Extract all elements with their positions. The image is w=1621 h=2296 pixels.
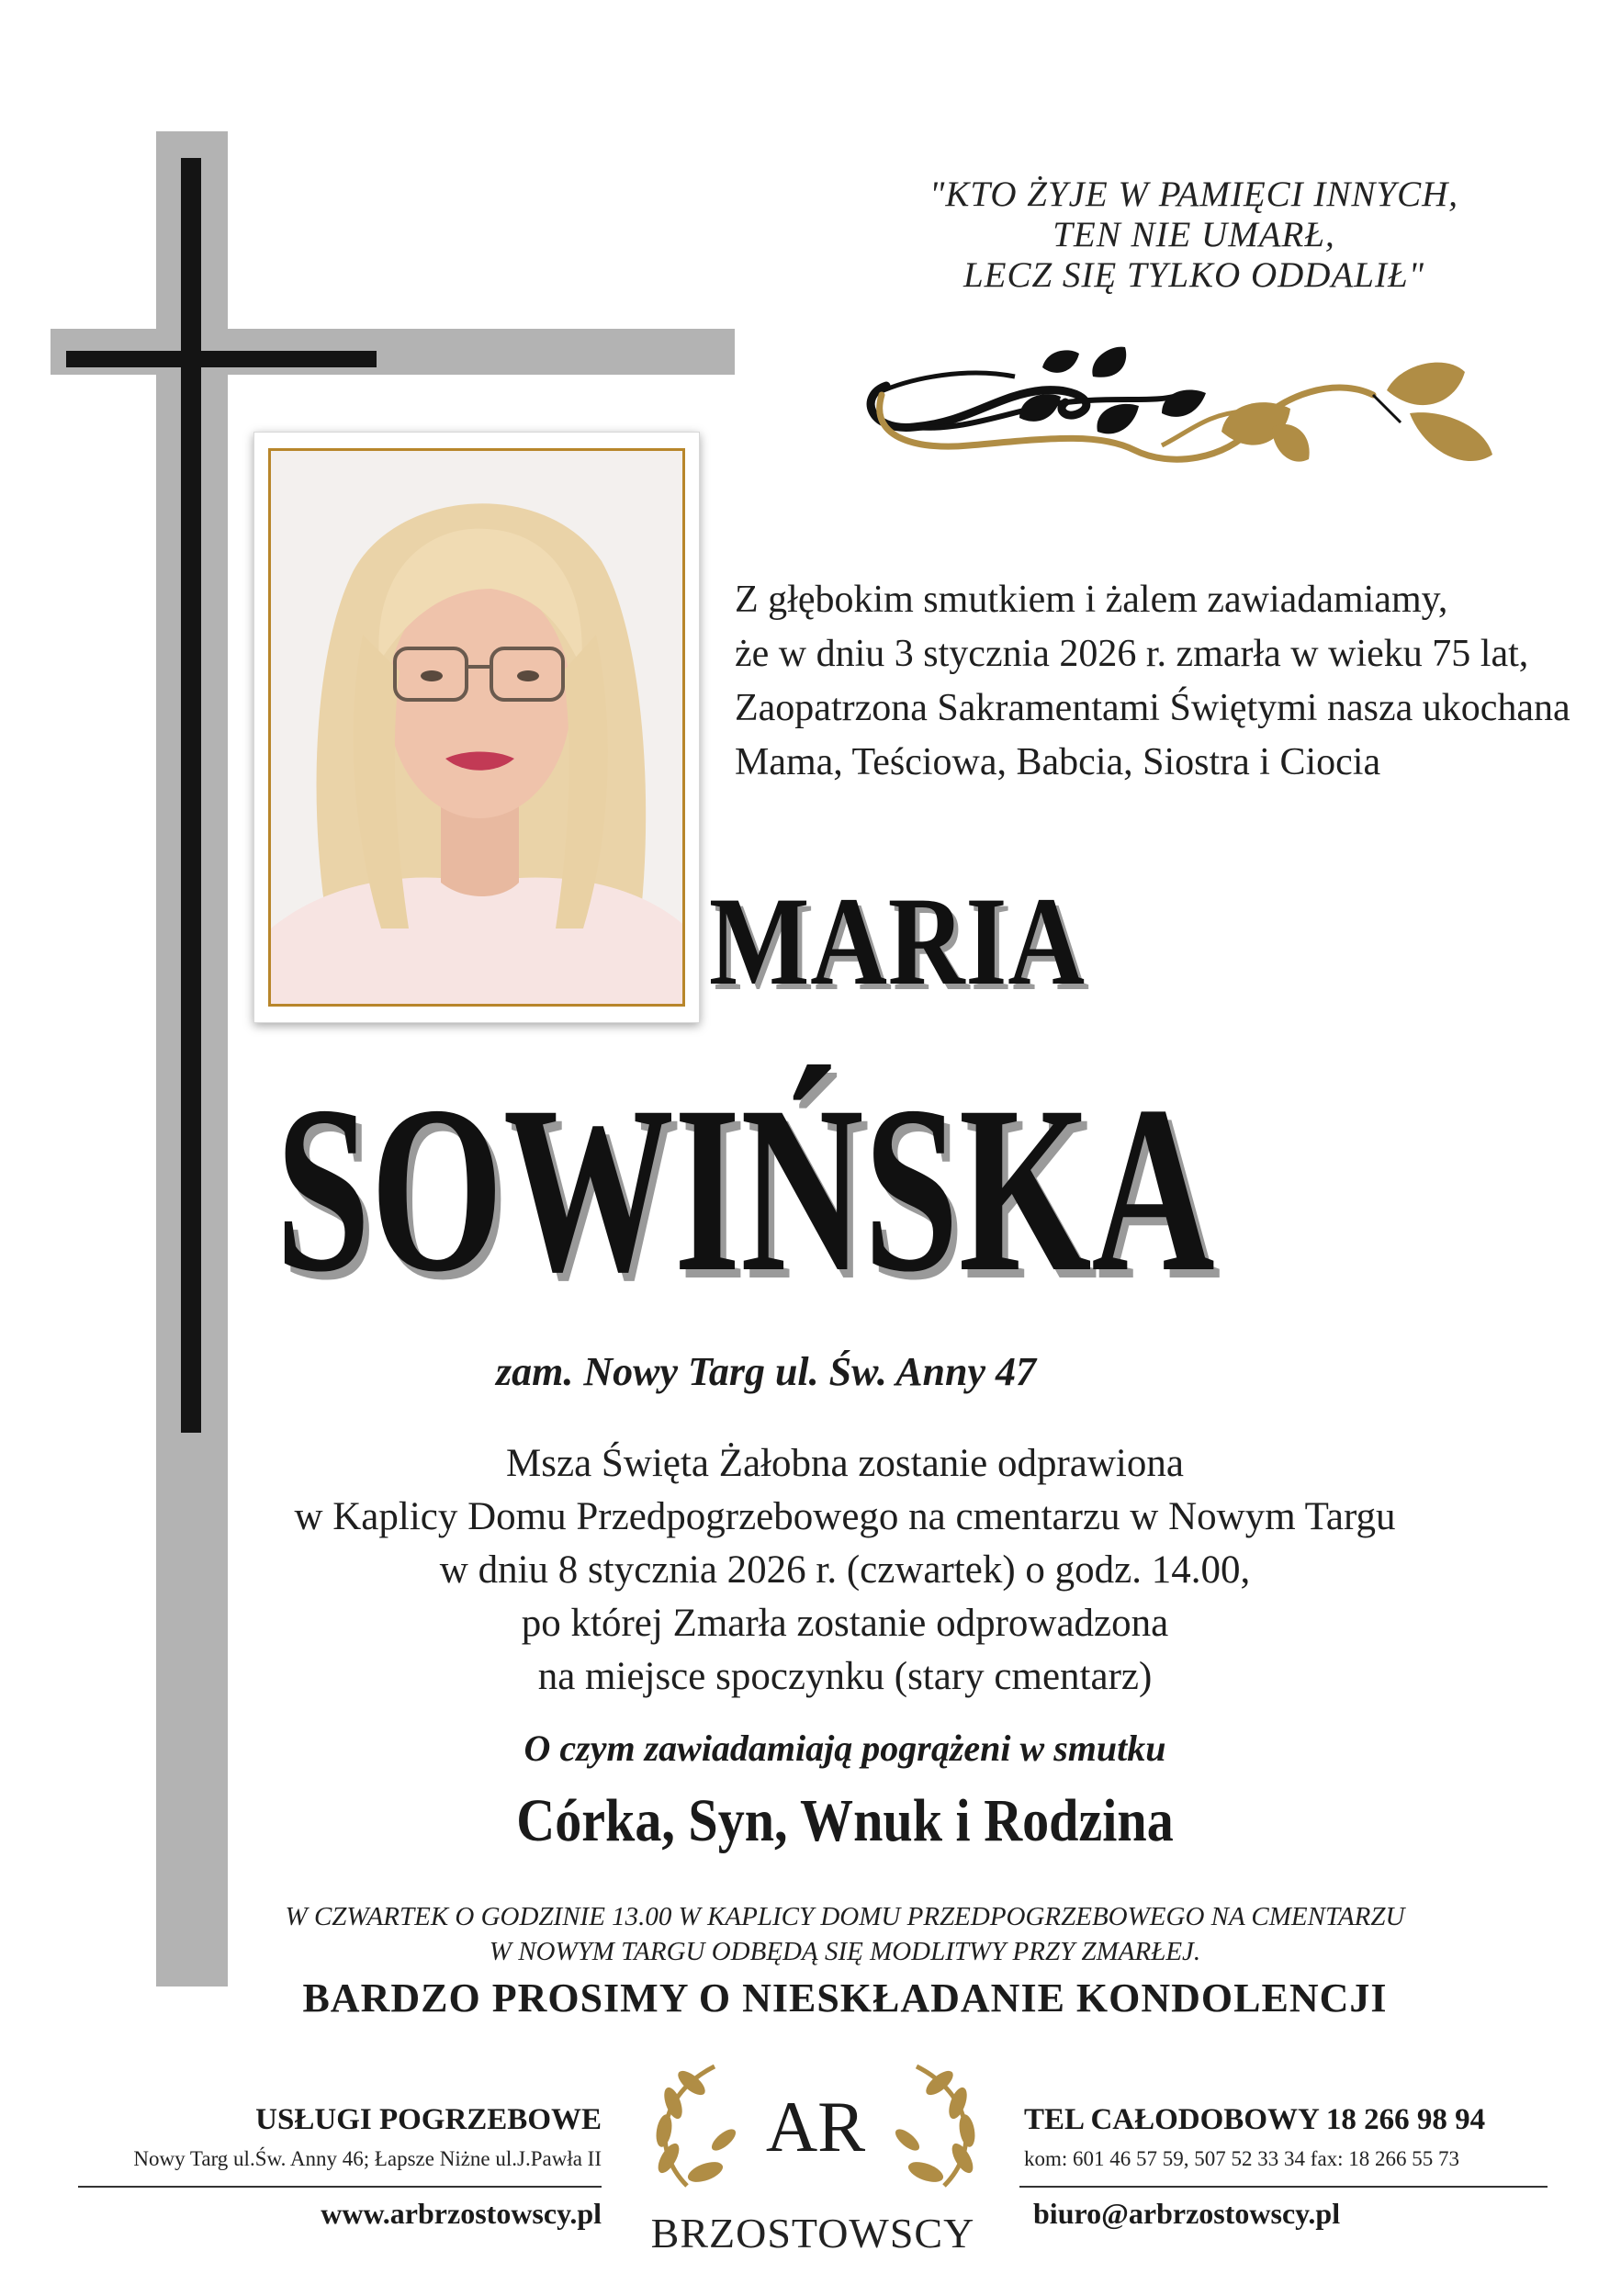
funeral-services-address: Nowy Targ ul.Św. Anny 46; Łapsze Niżne ul.J.Pawła II xyxy=(133,2147,602,2170)
quote-line-1: "KTO ŻYJE W PAMIĘCI INNYCH, xyxy=(929,174,1459,214)
notify-line: O czym zawiadamiają pogrążeni w smutku xyxy=(523,1728,1166,1769)
intro-line-1: Z głębokim smutkiem i żalem zawiadamiamy, xyxy=(735,579,1448,621)
intro-line-4: Mama, Teściowa, Babcia, Siostra i Ciocia xyxy=(735,741,1381,783)
portrait-photo xyxy=(268,448,685,1007)
quote-line-2: TEN NIE UMARŁ, xyxy=(1053,215,1335,254)
deceased-first-name: MARIA xyxy=(709,871,1086,1011)
intro-line-2: że w dniu 3 stycznia 2026 r. zmarła w wieku 75 lat, xyxy=(735,633,1529,675)
deceased-address: zam. Nowy Targ ul. Św. Anny 47 xyxy=(496,1349,1037,1394)
funeral-services-title: USŁUGI POGRZEBOWE xyxy=(255,2103,602,2136)
portrait-photo-frame xyxy=(253,432,700,1023)
announcement-intro xyxy=(735,573,1570,790)
footer-divider-left xyxy=(78,2186,602,2188)
mass-line-2: w Kaplicy Domu Przedpogrzebowego na cmentarzu w Nowym Targu xyxy=(294,1495,1396,1538)
intro-line-3: Zaopatrzona Sakramentami Świętymi nasza ukochana xyxy=(735,687,1570,729)
mass-line-1: Msza Święta Żałobna zostanie odprawiona xyxy=(506,1442,1184,1485)
quote-line-3: LECZ SIĘ TYLKO ODDALIŁ" xyxy=(962,255,1425,295)
website-link[interactable]: www.arbrzostowscy.pl xyxy=(321,2197,602,2230)
mass-information xyxy=(156,1437,1534,1704)
phone-title: TEL CAŁODOBOWY 18 266 98 94 xyxy=(1024,2103,1486,2136)
phone-numbers: kom: 601 46 57 59, 507 52 33 34 fax: 18 266 55 73 xyxy=(1024,2147,1460,2170)
prayer-notice xyxy=(156,1899,1534,1969)
cross-horizontal-bar xyxy=(66,351,377,367)
deceased-last-name: SOWIŃSKA xyxy=(276,1057,1215,1322)
company-name: BRZOSTOWSCY xyxy=(650,2210,975,2257)
mass-line-3: w dniu 8 stycznia 2026 r. (czwartek) o godz. 14.00, xyxy=(439,1548,1251,1592)
prayer-line-1: W CZWARTEK O GODZINIE 13.00 W KAPLICY DOMU PRZEDPOGRZEBOWEGO NA CMENTARZU xyxy=(285,1902,1405,1931)
vine-ornament-icon xyxy=(859,340,1502,496)
family-names: Córka, Syn, Wnuk i Rodzina xyxy=(516,1787,1174,1854)
logo-initials: AR xyxy=(765,2087,866,2167)
mass-line-5: na miejsce spoczynku (stary cmentarz) xyxy=(537,1655,1153,1698)
condolences-request: BARDZO PROSIMY O NIESKŁADANIE KONDOLENCJI xyxy=(302,1975,1388,2020)
prayer-line-2: W NOWYM TARGU ODBĘDĄ SIĘ MODLITWY PRZY ZMARŁEJ. xyxy=(489,1937,1201,1966)
email-link[interactable]: biuro@arbrzostowscy.pl xyxy=(1033,2197,1341,2230)
footer-divider-right xyxy=(1019,2186,1548,2188)
mass-line-4: po której Zmarła zostanie odprowadzona xyxy=(521,1602,1169,1645)
cross-vertical-bar xyxy=(181,158,201,1433)
portrait-icon xyxy=(271,451,685,1007)
wreath-logo-icon xyxy=(632,2048,999,2204)
memorial-quote xyxy=(808,174,1580,296)
